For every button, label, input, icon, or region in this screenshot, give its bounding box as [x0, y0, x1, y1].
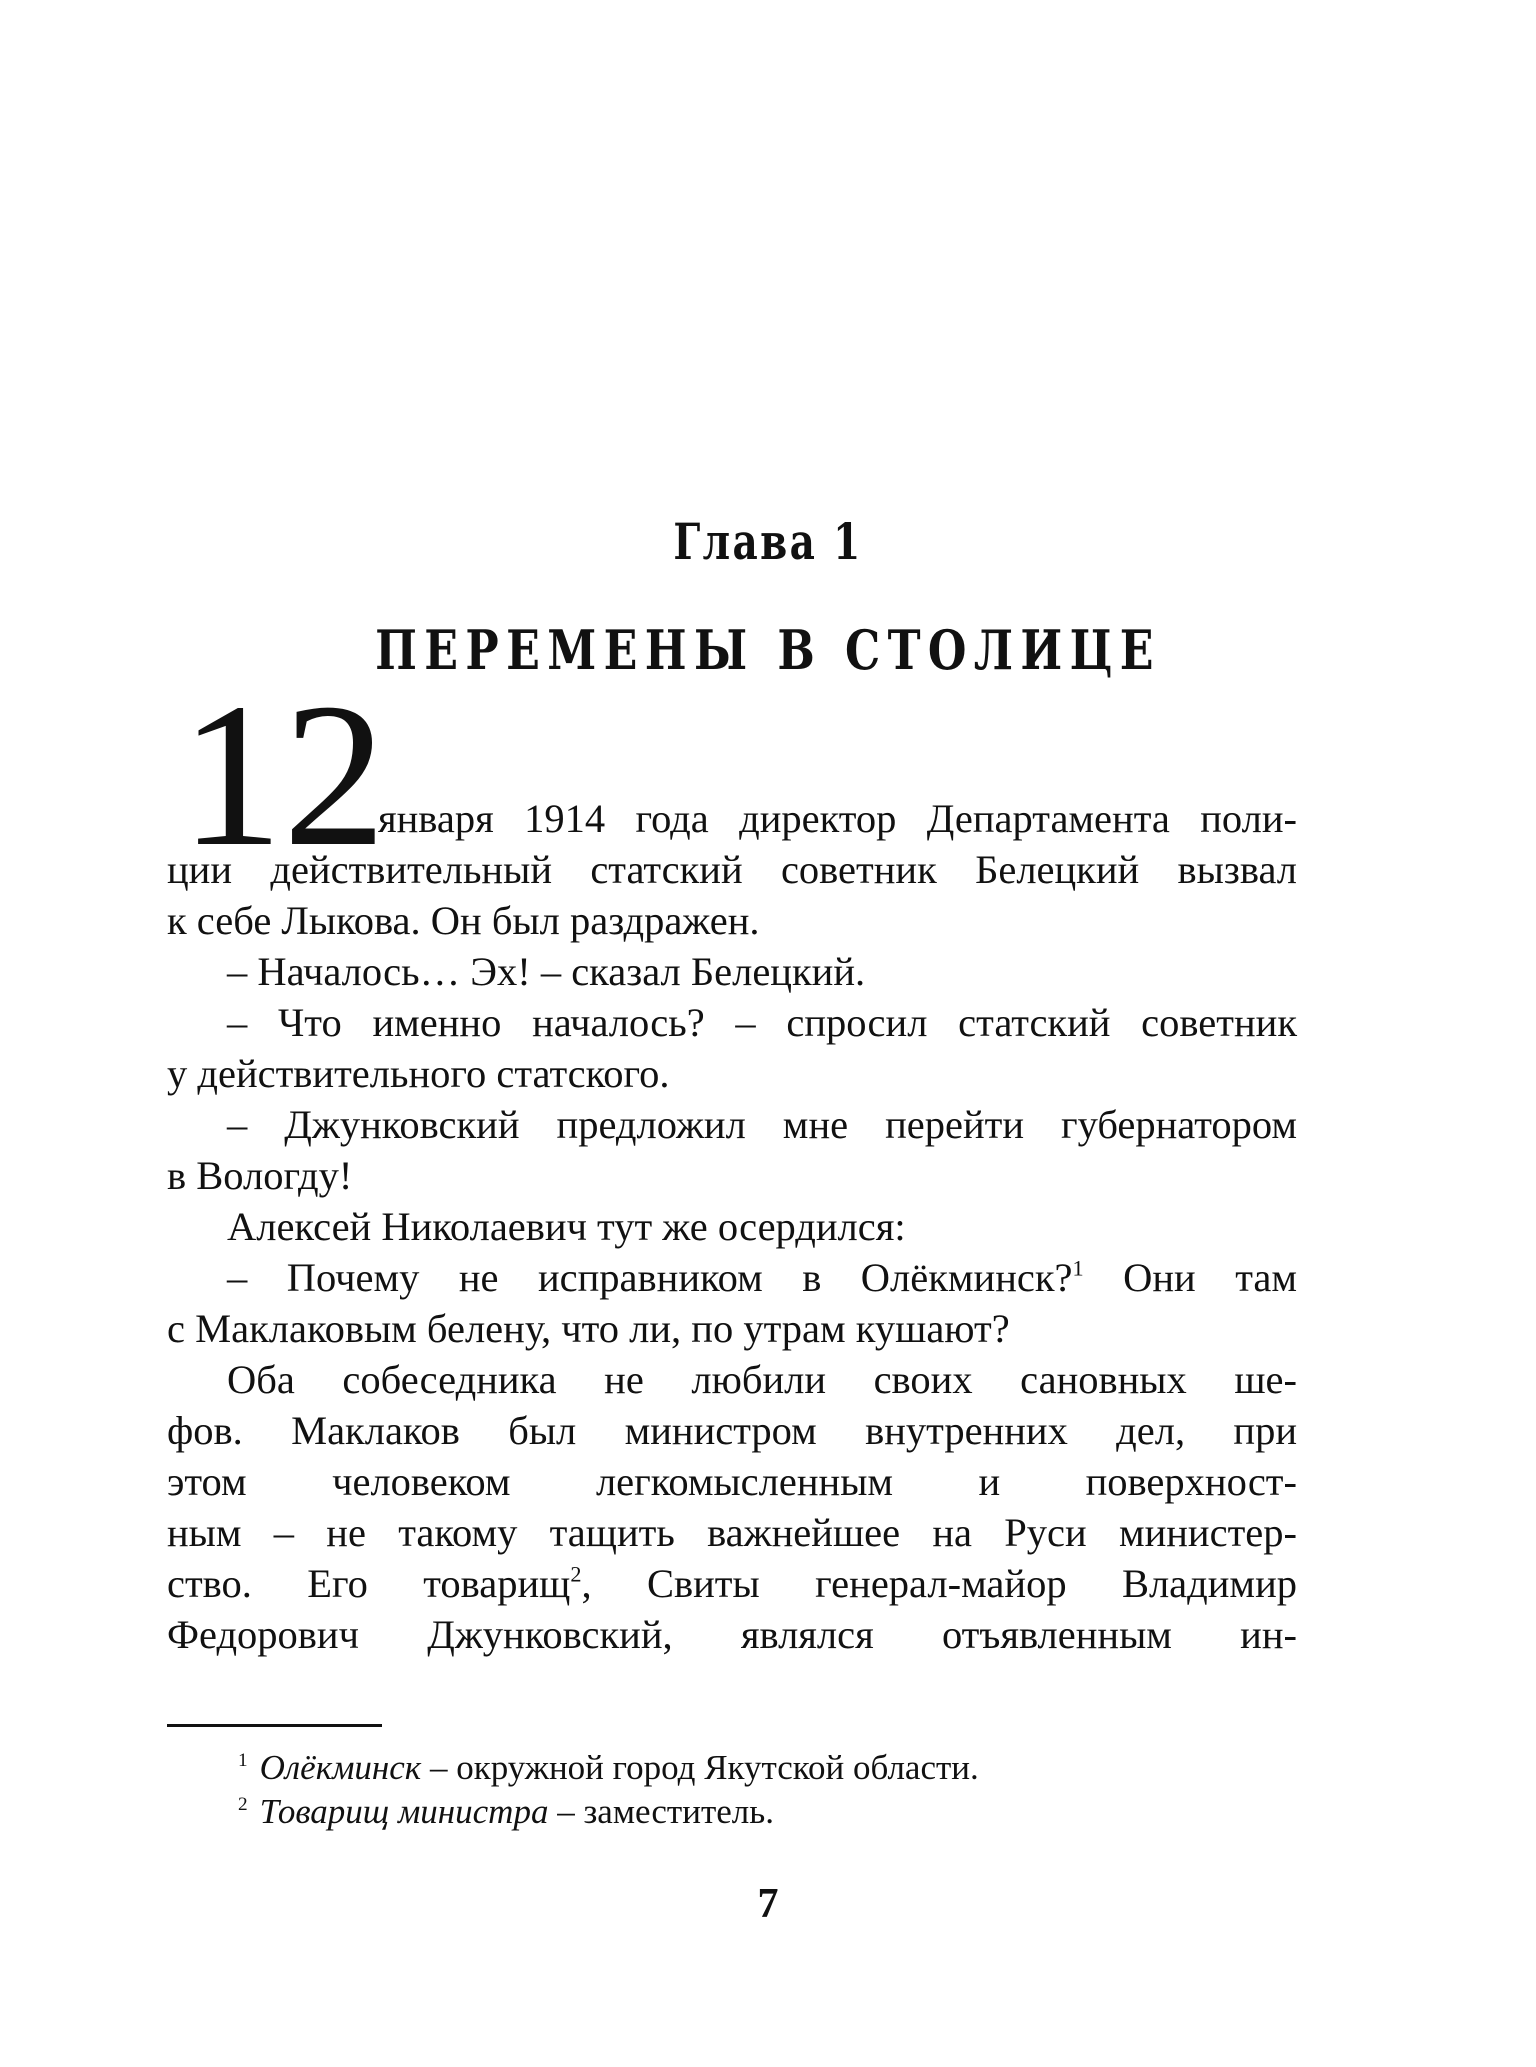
- text-line: Оба собеседника не любили своих сановных ше-: [227, 1357, 1297, 1402]
- text-line: в Вологду!: [167, 1153, 353, 1198]
- text-line: у действительного статского.: [167, 1051, 670, 1096]
- text-fragment: , Свиты генерал-майор Владимир: [581, 1561, 1297, 1606]
- text-fragment: – Почему не исправником в Олёкминск?: [227, 1255, 1073, 1300]
- text-line: [167, 1558, 1297, 1609]
- footnote-2: [238, 1790, 774, 1834]
- footnote-1: [238, 1746, 979, 1790]
- footnote-ref-2[interactable]: 2: [570, 1561, 582, 1587]
- footnote-term: Олёкминск: [259, 1748, 422, 1787]
- text-line: Федорович Джунковский, являлся отъявленным ин-: [167, 1612, 1297, 1657]
- text-line: к себе Лыкова. Он был раздражен.: [167, 898, 760, 943]
- chapter-label: Глава 1: [673, 512, 863, 571]
- text-line: – Джунковский предложил мне перейти губернатором: [227, 1102, 1297, 1147]
- footnote-ref-1[interactable]: 1: [1072, 1255, 1084, 1281]
- footnote-number: 1: [238, 1749, 248, 1771]
- text-line: – Началось… Эх! – сказал Белецкий.: [227, 949, 866, 994]
- text-line: с Маклаковым белену, что ли, по утрам кушают?: [167, 1306, 1010, 1351]
- text-line: этом человеком легкомысленным и поверхност-: [167, 1459, 1297, 1504]
- drop-cap-number: 12: [180, 660, 386, 889]
- chapter-title: ПЕРЕМЕНЫ В СТОЛИЦЕ: [375, 618, 1161, 682]
- text-line: Алексей Николаевич тут же осердился:: [227, 1204, 906, 1249]
- text-line: ции действительный статский советник Белецкий вызвал: [167, 847, 1297, 892]
- footnote-text: – окружной город Якутской области.: [421, 1748, 979, 1787]
- text-line: января 1914 года директор Департамента поли-: [378, 796, 1297, 841]
- footnote-text: – заместитель.: [548, 1792, 774, 1831]
- text-fragment: ство. Его товарищ: [167, 1561, 571, 1606]
- text-line: фов. Маклаков был министром внутренних дел, при: [167, 1408, 1297, 1453]
- footnote-number: 2: [238, 1793, 248, 1815]
- text-line: [227, 1252, 1297, 1303]
- text-fragment: Они там: [1123, 1255, 1297, 1300]
- footnote-divider: [167, 1724, 382, 1727]
- text-line: – Что именно началось? – спросил статский советник: [227, 1000, 1297, 1045]
- page-number: 7: [757, 1881, 779, 1927]
- footnote-term: Товарищ министра: [259, 1792, 549, 1831]
- text-line: ным – не такому тащить важнейшее на Руси министер-: [167, 1510, 1297, 1555]
